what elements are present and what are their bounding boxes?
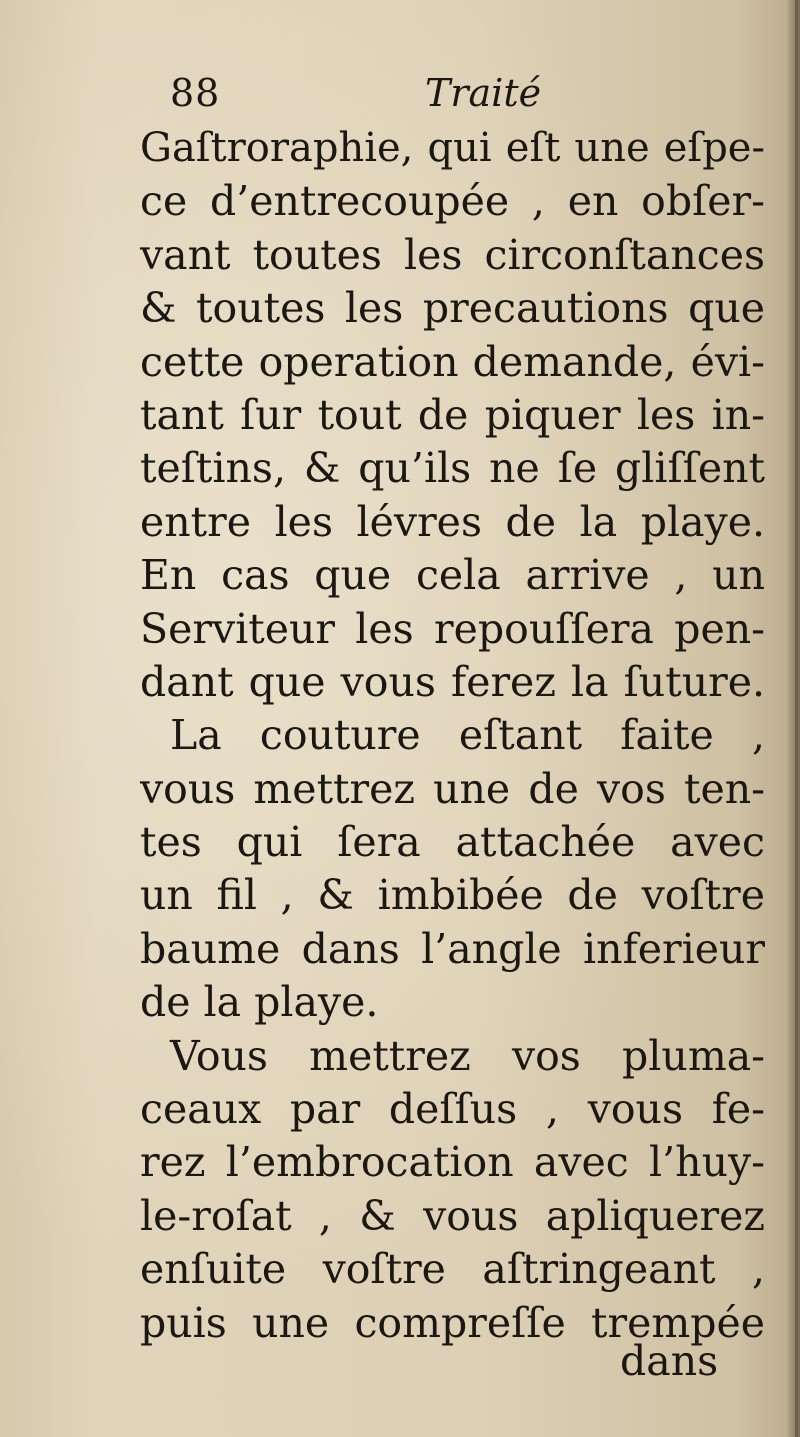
text-line: baume dans l’angle inferieur xyxy=(140,924,765,973)
text-line: teſtins, & qu’ils ne ſe gliſſent xyxy=(140,444,765,493)
text-line: tant ſur tout de piquer les in- xyxy=(140,390,765,439)
text-line: un fil , & imbibée de voſtre xyxy=(140,871,765,920)
text-line: ce d’entrecoupée , en obſer- xyxy=(140,177,765,226)
page-number: 88 xyxy=(170,71,221,115)
text-line: puis une compreſſe trempée xyxy=(140,1298,765,1347)
catchword: dans xyxy=(620,1337,719,1385)
text-line: cette operation demande, évi- xyxy=(140,337,765,386)
text-line: vant toutes les circonſtances xyxy=(140,230,765,279)
body-text xyxy=(140,122,765,1350)
running-title: Traité xyxy=(425,71,542,115)
text-line: & toutes les precautions que xyxy=(140,284,765,333)
text-line: dant que vous ferez la ſuture. xyxy=(140,657,765,706)
text-line: En cas que cela arrive , un xyxy=(140,551,765,600)
paragraph-end-line: de la playe. xyxy=(140,978,379,1027)
text-line: le-roſat , & vous apliquerez xyxy=(140,1191,765,1240)
text-line: tes qui ſera attachée avec xyxy=(140,818,765,867)
text-line: Gaſtroraphie, qui eſt une eſpe- xyxy=(140,125,765,171)
paragraph-start-line: Vous mettrez vos pluma- xyxy=(170,1031,765,1080)
text-line: entre les lévres de la playe. xyxy=(140,497,765,546)
paragraph-start-line: La couture eſtant faite , xyxy=(170,711,765,760)
text-line: ceaux par deſſus , vous fe- xyxy=(140,1085,765,1134)
text-line: Serviteur les repouſſera pen- xyxy=(140,604,765,653)
text-line: vous mettrez une de vos ten- xyxy=(140,764,765,813)
page-header xyxy=(170,68,710,118)
spine-edge xyxy=(795,0,798,1437)
text-line: enſuite voſtre aſtringeant , xyxy=(140,1245,765,1294)
text-line: rez l’embrocation avec l’huy- xyxy=(140,1138,765,1187)
